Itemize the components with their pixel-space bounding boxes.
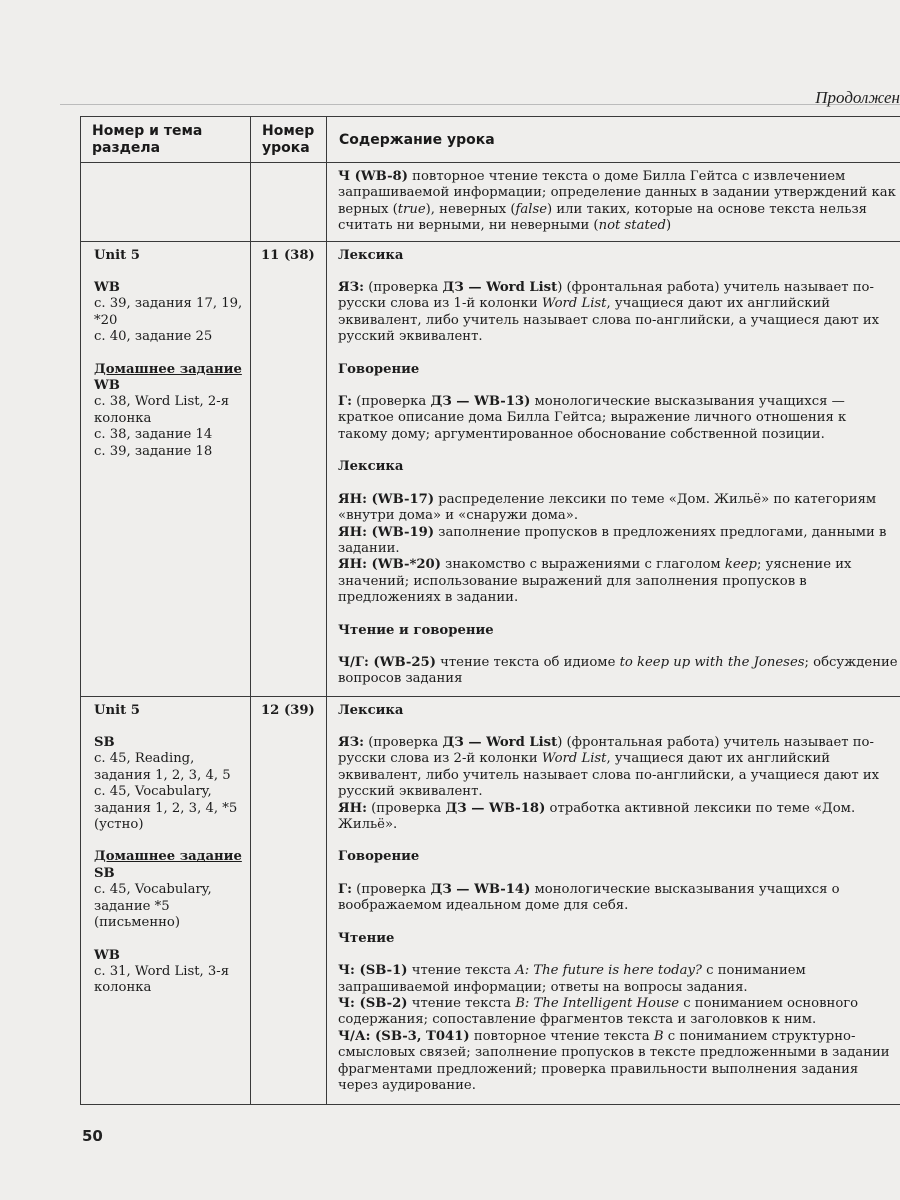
- activity-paragraph: Ч (WB-8) повторное чтение текста о доме Билла Гейтса с извлечением запрашиваемой информации; определение данных в задании утверждений как верных (true), неверных (false) или таких, которые на основе текста нельзя считать ни верными, ни неверными (not stated): [338, 169, 896, 234]
- page-number: 50: [82, 1127, 103, 1145]
- section-heading: Чтение и говорение: [338, 622, 494, 638]
- content-cell: [327, 163, 900, 242]
- book-label: WB: [94, 947, 120, 963]
- lesson-plan-table: [80, 116, 900, 1105]
- task-line: с. 38, задание 14: [94, 427, 213, 443]
- lesson-number-cell: 12 (39): [251, 696, 327, 1104]
- section-cell: [81, 163, 251, 242]
- activity-paragraph: Ч/А: (SB-3, Т041) повторное чтение текста B с пониманием структурно-смысловых связей; заполнение пропусков в тексте предложенными в задании фрагментами предложений; проверка правильности выполнения задания через аудирование.: [338, 1028, 890, 1093]
- table-row: [81, 241, 900, 696]
- homework-title: Домашнее задание: [94, 849, 242, 865]
- header-lesson-number: Номер урока: [251, 117, 327, 163]
- continued-label: Продолжен: [815, 88, 900, 107]
- lesson-number-cell: 11 (38): [251, 241, 327, 696]
- top-rule: [60, 104, 900, 105]
- section-heading: Лексика: [338, 459, 404, 475]
- task-line: с. 39, задания 17, 19, *20: [94, 296, 243, 328]
- section-heading: Говорение: [338, 849, 420, 865]
- unit-title: Unit 5: [94, 247, 140, 263]
- section-heading: Лексика: [338, 702, 404, 718]
- activity-paragraph: ЯЗ: (проверка ДЗ — Word List) (фронтальная работа) учитель называет по-русски слова из 2-й колонки Word List, учащиеся дают их английский эквивалент, либо учитель называет слова по-английски, а учащиеся дают их русский эквивалент.: [338, 735, 880, 800]
- task-line: с. 45, Reading, задания 1, 2, 3, 4, 5: [94, 751, 231, 783]
- section-heading: Говорение: [338, 361, 420, 377]
- task-line: с. 45, Vocabulary, задания 1, 2, 3, 4, *5 (устно): [94, 784, 238, 833]
- book-label: SB: [94, 865, 115, 881]
- task-line: с. 39, задание 18: [94, 443, 213, 459]
- task-line: с. 38, Word List, 2-я колонка: [94, 394, 230, 426]
- activity-paragraph: ЯН: (WB-19) заполнение пропусков в предложениях предлогами, данными в задании.: [338, 524, 887, 556]
- activity-paragraph: Ч: (SB-1) чтение текста A: The future is here today? с пониманием запрашиваемой информации; ответы на вопросы задания.: [338, 963, 806, 995]
- activity-paragraph: Г: (проверка ДЗ — WB-14) монологические высказывания учащихся о воображаемом идеальном доме для себя.: [338, 881, 840, 914]
- content-cell: [327, 696, 900, 1104]
- unit-title: Unit 5: [94, 702, 140, 718]
- section-cell: [81, 696, 251, 1104]
- task-line: с. 31, Word List, 3-я колонка: [94, 963, 230, 996]
- activity-paragraph: Ч: (SB-2) чтение текста B: The Intelligent House с пониманием основного содержания; сопоставление фрагментов текста и заголовков к ним.: [338, 995, 859, 1028]
- homework-title: Домашнее задание: [94, 361, 242, 377]
- task-line: с. 45, Vocabulary, задание *5 (письменно): [94, 882, 212, 931]
- activity-paragraph: ЯН: (WB-17) распределение лексики по теме «Дом. Жильё» по категориям «внутри дома» и «снаружи дома».: [338, 491, 877, 524]
- header-lesson-content: Содержание урока: [327, 117, 900, 163]
- section-heading: Лексика: [338, 247, 404, 263]
- task-line: с. 40, задание 25: [94, 329, 213, 345]
- content-cell: [327, 241, 900, 696]
- book-label: WB: [94, 280, 120, 296]
- header-section: Номер и тема раздела: [81, 117, 251, 163]
- activity-paragraph: Ч/Г: (WB-25) чтение текста об идиоме to keep up with the Joneses; обсуждение вопросов задания: [338, 654, 898, 687]
- section-heading: Чтение: [338, 930, 395, 946]
- activity-paragraph: ЯН: (проверка ДЗ — WB-18) отработка активной лексики по теме «Дом. Жильё».: [338, 800, 856, 833]
- book-label: WB: [94, 378, 120, 394]
- table-row: [81, 163, 900, 242]
- activity-paragraph: ЯН: (WB-*20) знакомство с выражениями с глаголом keep; уяснение их значений; использование выражений для заполнения пропусков в предложениях в задании.: [338, 557, 852, 606]
- table-row: [81, 696, 900, 1104]
- section-cell: [81, 241, 251, 696]
- table-header-row: [81, 117, 900, 163]
- lesson-number-cell: [251, 163, 327, 242]
- book-label: SB: [94, 735, 115, 751]
- activity-paragraph: ЯЗ: (проверка ДЗ — Word List) (фронтальная работа) учитель называет по-русски слова из 1-й колонки Word List, учащиеся дают их английский эквивалент, либо учитель называет слова по-английски, а учащиеся дают их русский эквивалент.: [338, 280, 880, 345]
- activity-paragraph: Г: (проверка ДЗ — WB-13) монологические высказывания учащихся — краткое описание дома Билла Гейтса; выражение личного отношения к такому дому; аргументированное обоснование собственной позиции.: [338, 394, 847, 442]
